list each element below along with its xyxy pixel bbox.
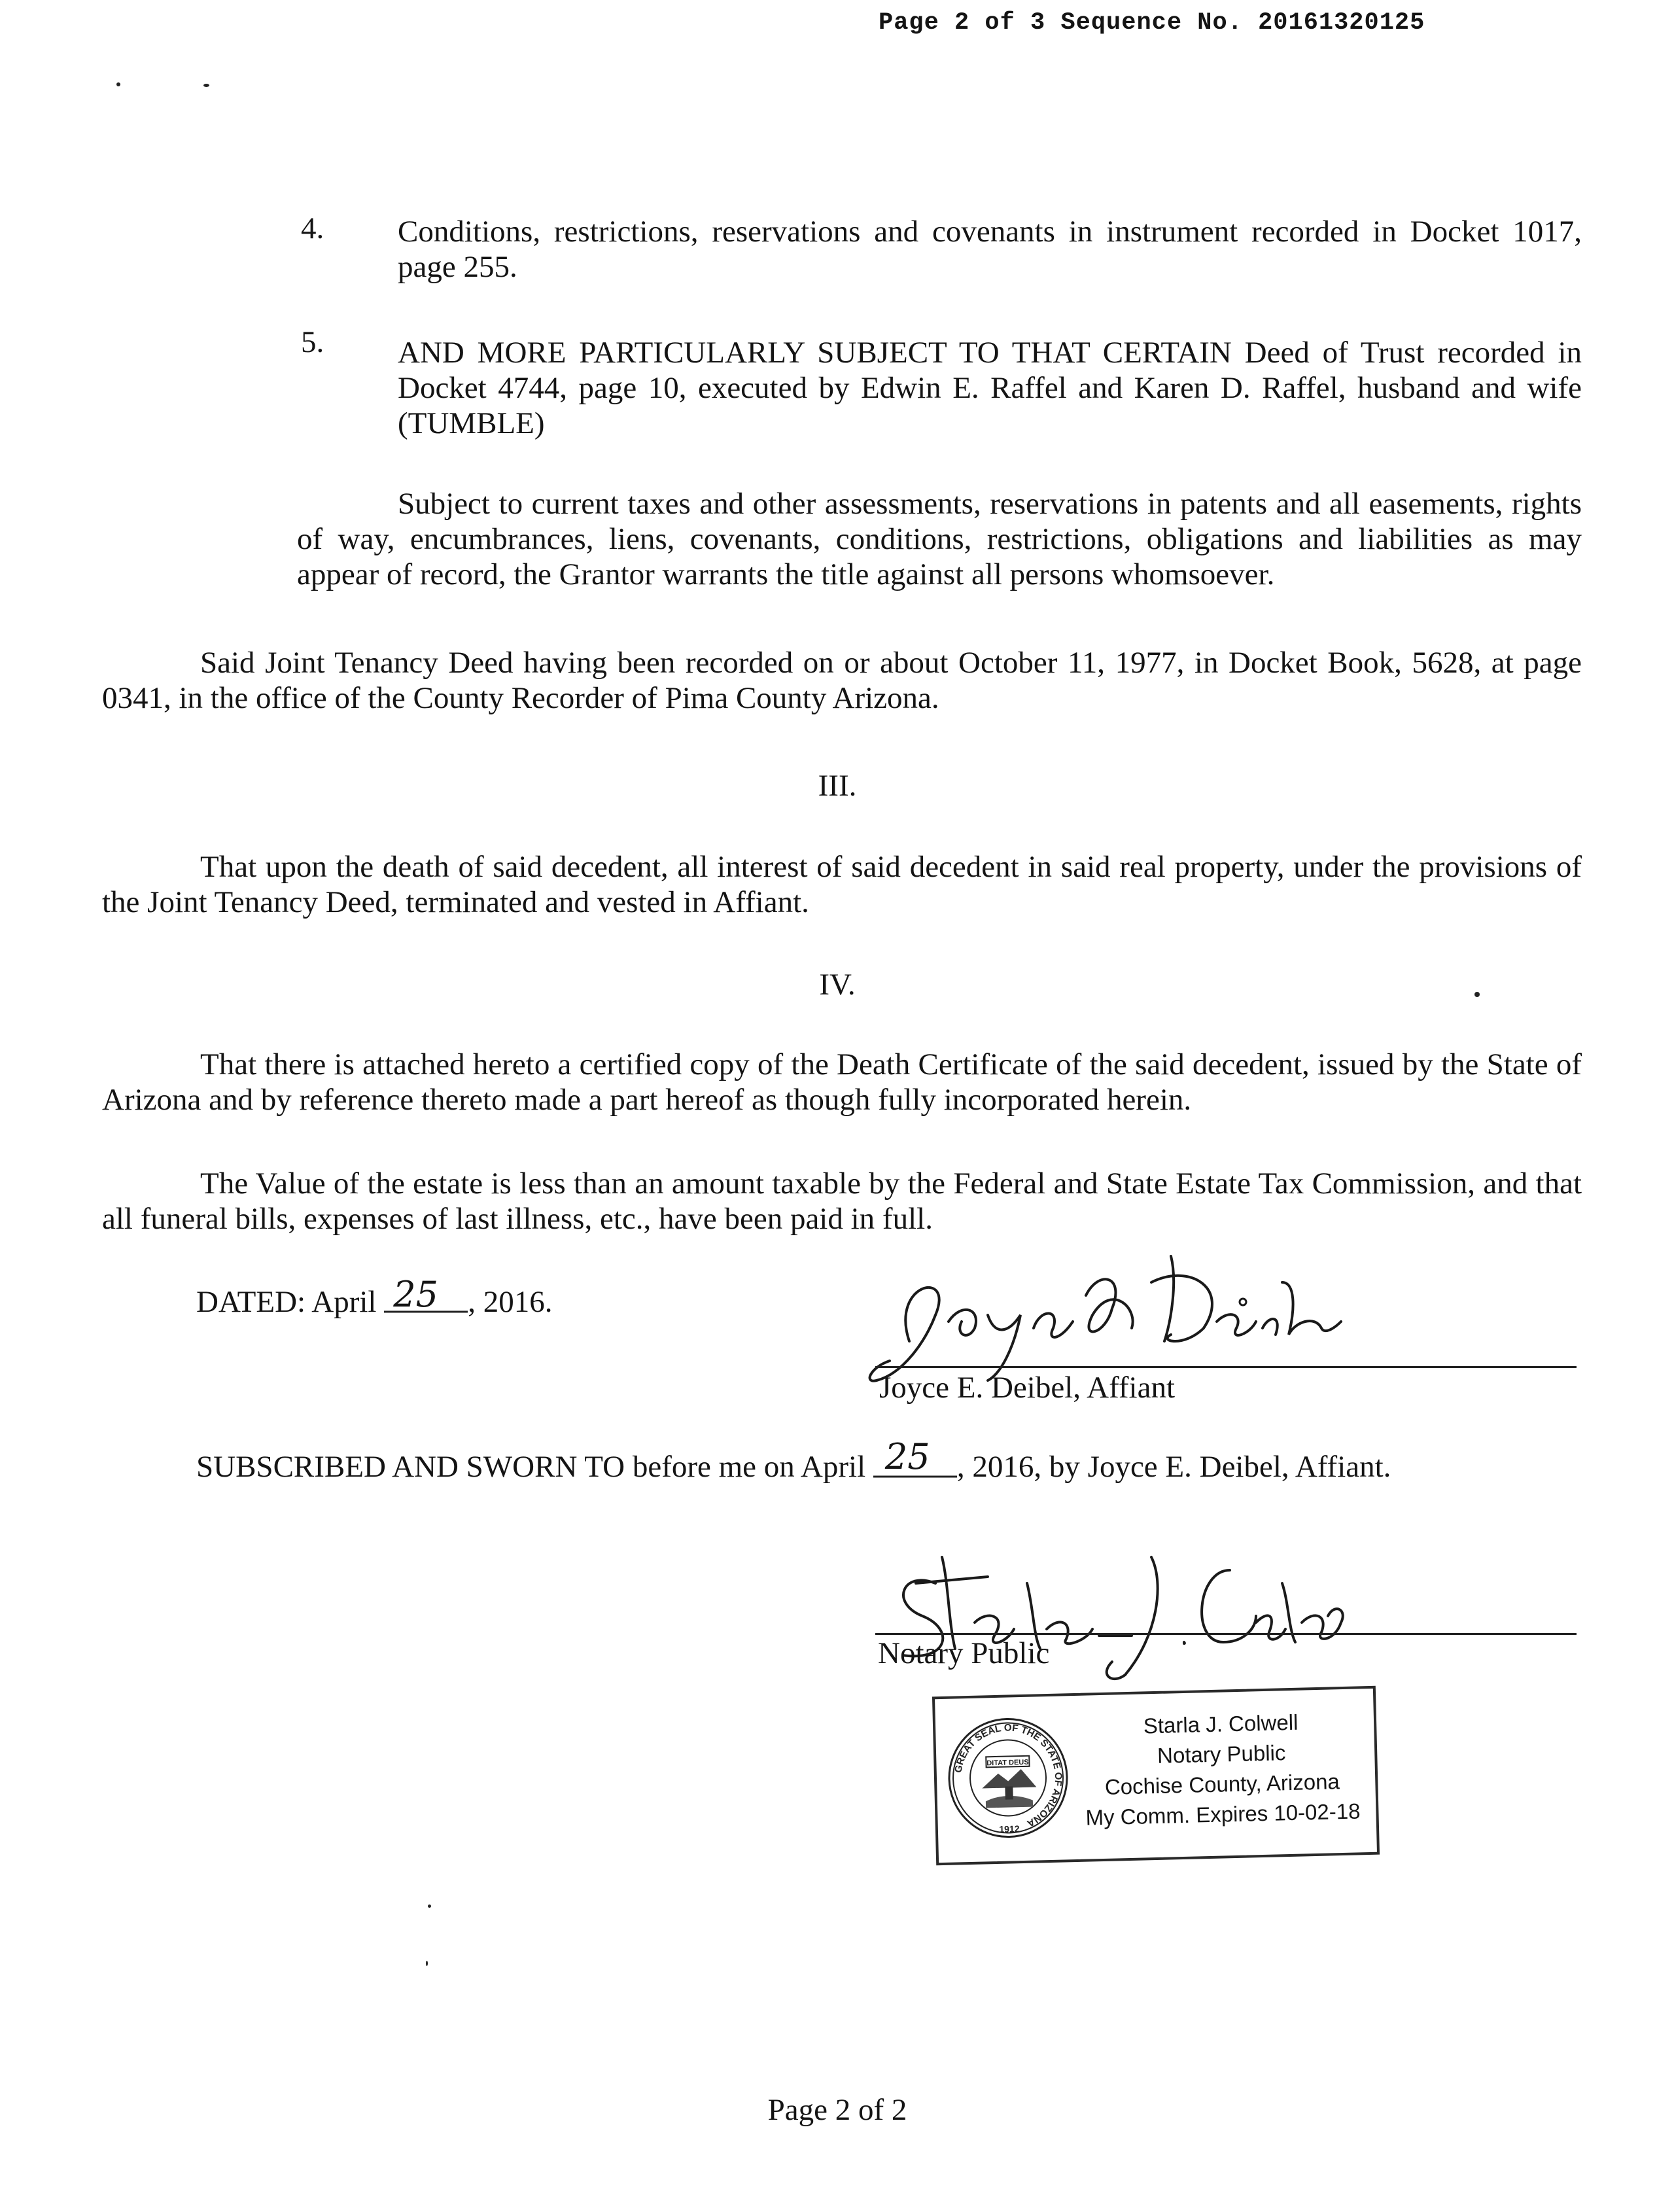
section-paragraph: The Value of the estate is less than an amount taxable by the Federal and State Estate Tax Commission, and that all funeral bills, expenses of last illness, etc., have been paid in full. <box>102 1167 1582 1236</box>
sworn-suffix: , 2016, by Joyce E. Deibel, Affiant. <box>956 1450 1391 1484</box>
sworn-day: 25 <box>884 1436 930 1477</box>
stamp-title: Notary Public <box>1157 1740 1286 1768</box>
subject-paragraph: Subject to current taxes and other assessments, reservations in patents and all easements, rights of way, encumbrances, liens, covenants, conditions, restrictions, obligations and liabilities as may appear of record, the Grantor warrants the title against all persons whomsoever. <box>297 487 1582 591</box>
section-heading: III. <box>818 769 857 803</box>
seal-text: GREAT SEAL OF THE STATE OF ARIZONA <box>952 1722 1064 1829</box>
sworn-line <box>196 1436 1391 1484</box>
section-heading: IV. <box>819 968 856 1002</box>
section-paragraph: That upon the death of said decedent, all interest of said decedent in said real property, under the provisions of the Joint Tenancy Deed, terminated and vested in Affiant. <box>102 850 1582 919</box>
notary-stamp <box>932 1686 1380 1865</box>
notary-caption: Notary Public <box>878 1636 1050 1670</box>
dated-suffix: , 2016. <box>468 1285 553 1319</box>
stamp-county: Cochise County, Arizona <box>1104 1769 1340 1799</box>
svg-text:GREAT SEAL OF THE STATE OF ARI <box>952 1721 1065 1831</box>
scan-speck <box>203 84 209 87</box>
stamp-name: Starla J. Colwell <box>1143 1710 1299 1738</box>
dated-prefix: DATED: April <box>196 1285 377 1319</box>
sworn-day-blank <box>873 1436 957 1484</box>
scan-speck <box>426 1961 428 1966</box>
affiant-signature-line <box>875 1366 1577 1368</box>
page-sequence-header: Page 2 of 3 Sequence No. 20161320125 <box>879 9 1425 37</box>
dated-day: 25 <box>393 1274 438 1315</box>
stamp-expires: My Comm. Expires 10-02-18 <box>1085 1799 1361 1830</box>
dated-line <box>196 1274 553 1320</box>
notary-signature-line <box>875 1633 1577 1635</box>
underline-mark <box>873 1467 957 1481</box>
affiant-caption: Joyce E. Deibel, Affiant <box>879 1371 1176 1405</box>
stamp-text-block <box>1075 1706 1369 1833</box>
page-footer: Page 2 of 2 <box>767 2093 907 2127</box>
sworn-prefix: SUBSCRIBED AND SWORN TO before me on April <box>196 1450 866 1484</box>
item-text: Conditions, restrictions, reservations and covenants in instrument recorded in Docket 1017, page 255. <box>398 215 1582 284</box>
item-number: 5. <box>301 325 324 359</box>
underline-mark <box>384 1303 468 1316</box>
seal-year: 1912 <box>999 1823 1020 1835</box>
scan-speck <box>1474 992 1480 997</box>
section-paragraph: That there is attached hereto a certified copy of the Death Certificate of the said decedent, issued by the State of Arizona and by reference thereto made a part hereof as though fully incorporated herein. <box>102 1047 1582 1117</box>
item-number: 4. <box>301 211 324 245</box>
item-text: AND MORE PARTICULARLY SUBJECT TO THAT CERTAIN Deed of Trust recorded in Docket 4744, page 10, executed by Edwin E. Raffel and Karen D. Raffel, husband and wife (TUMBLE) <box>398 336 1582 440</box>
scan-speck <box>428 1905 431 1908</box>
arizona-seal-icon <box>945 1714 1072 1842</box>
seal-motto: DITAT DEUS <box>986 1758 1029 1768</box>
recorded-paragraph: Said Joint Tenancy Deed having been recorded on or about October 11, 1977, in Docket Book, 5628, at page 0341, in the office of the County Recorder of Pima County Arizona. <box>102 646 1582 715</box>
dated-day-blank <box>384 1274 468 1320</box>
scan-speck <box>116 82 120 86</box>
